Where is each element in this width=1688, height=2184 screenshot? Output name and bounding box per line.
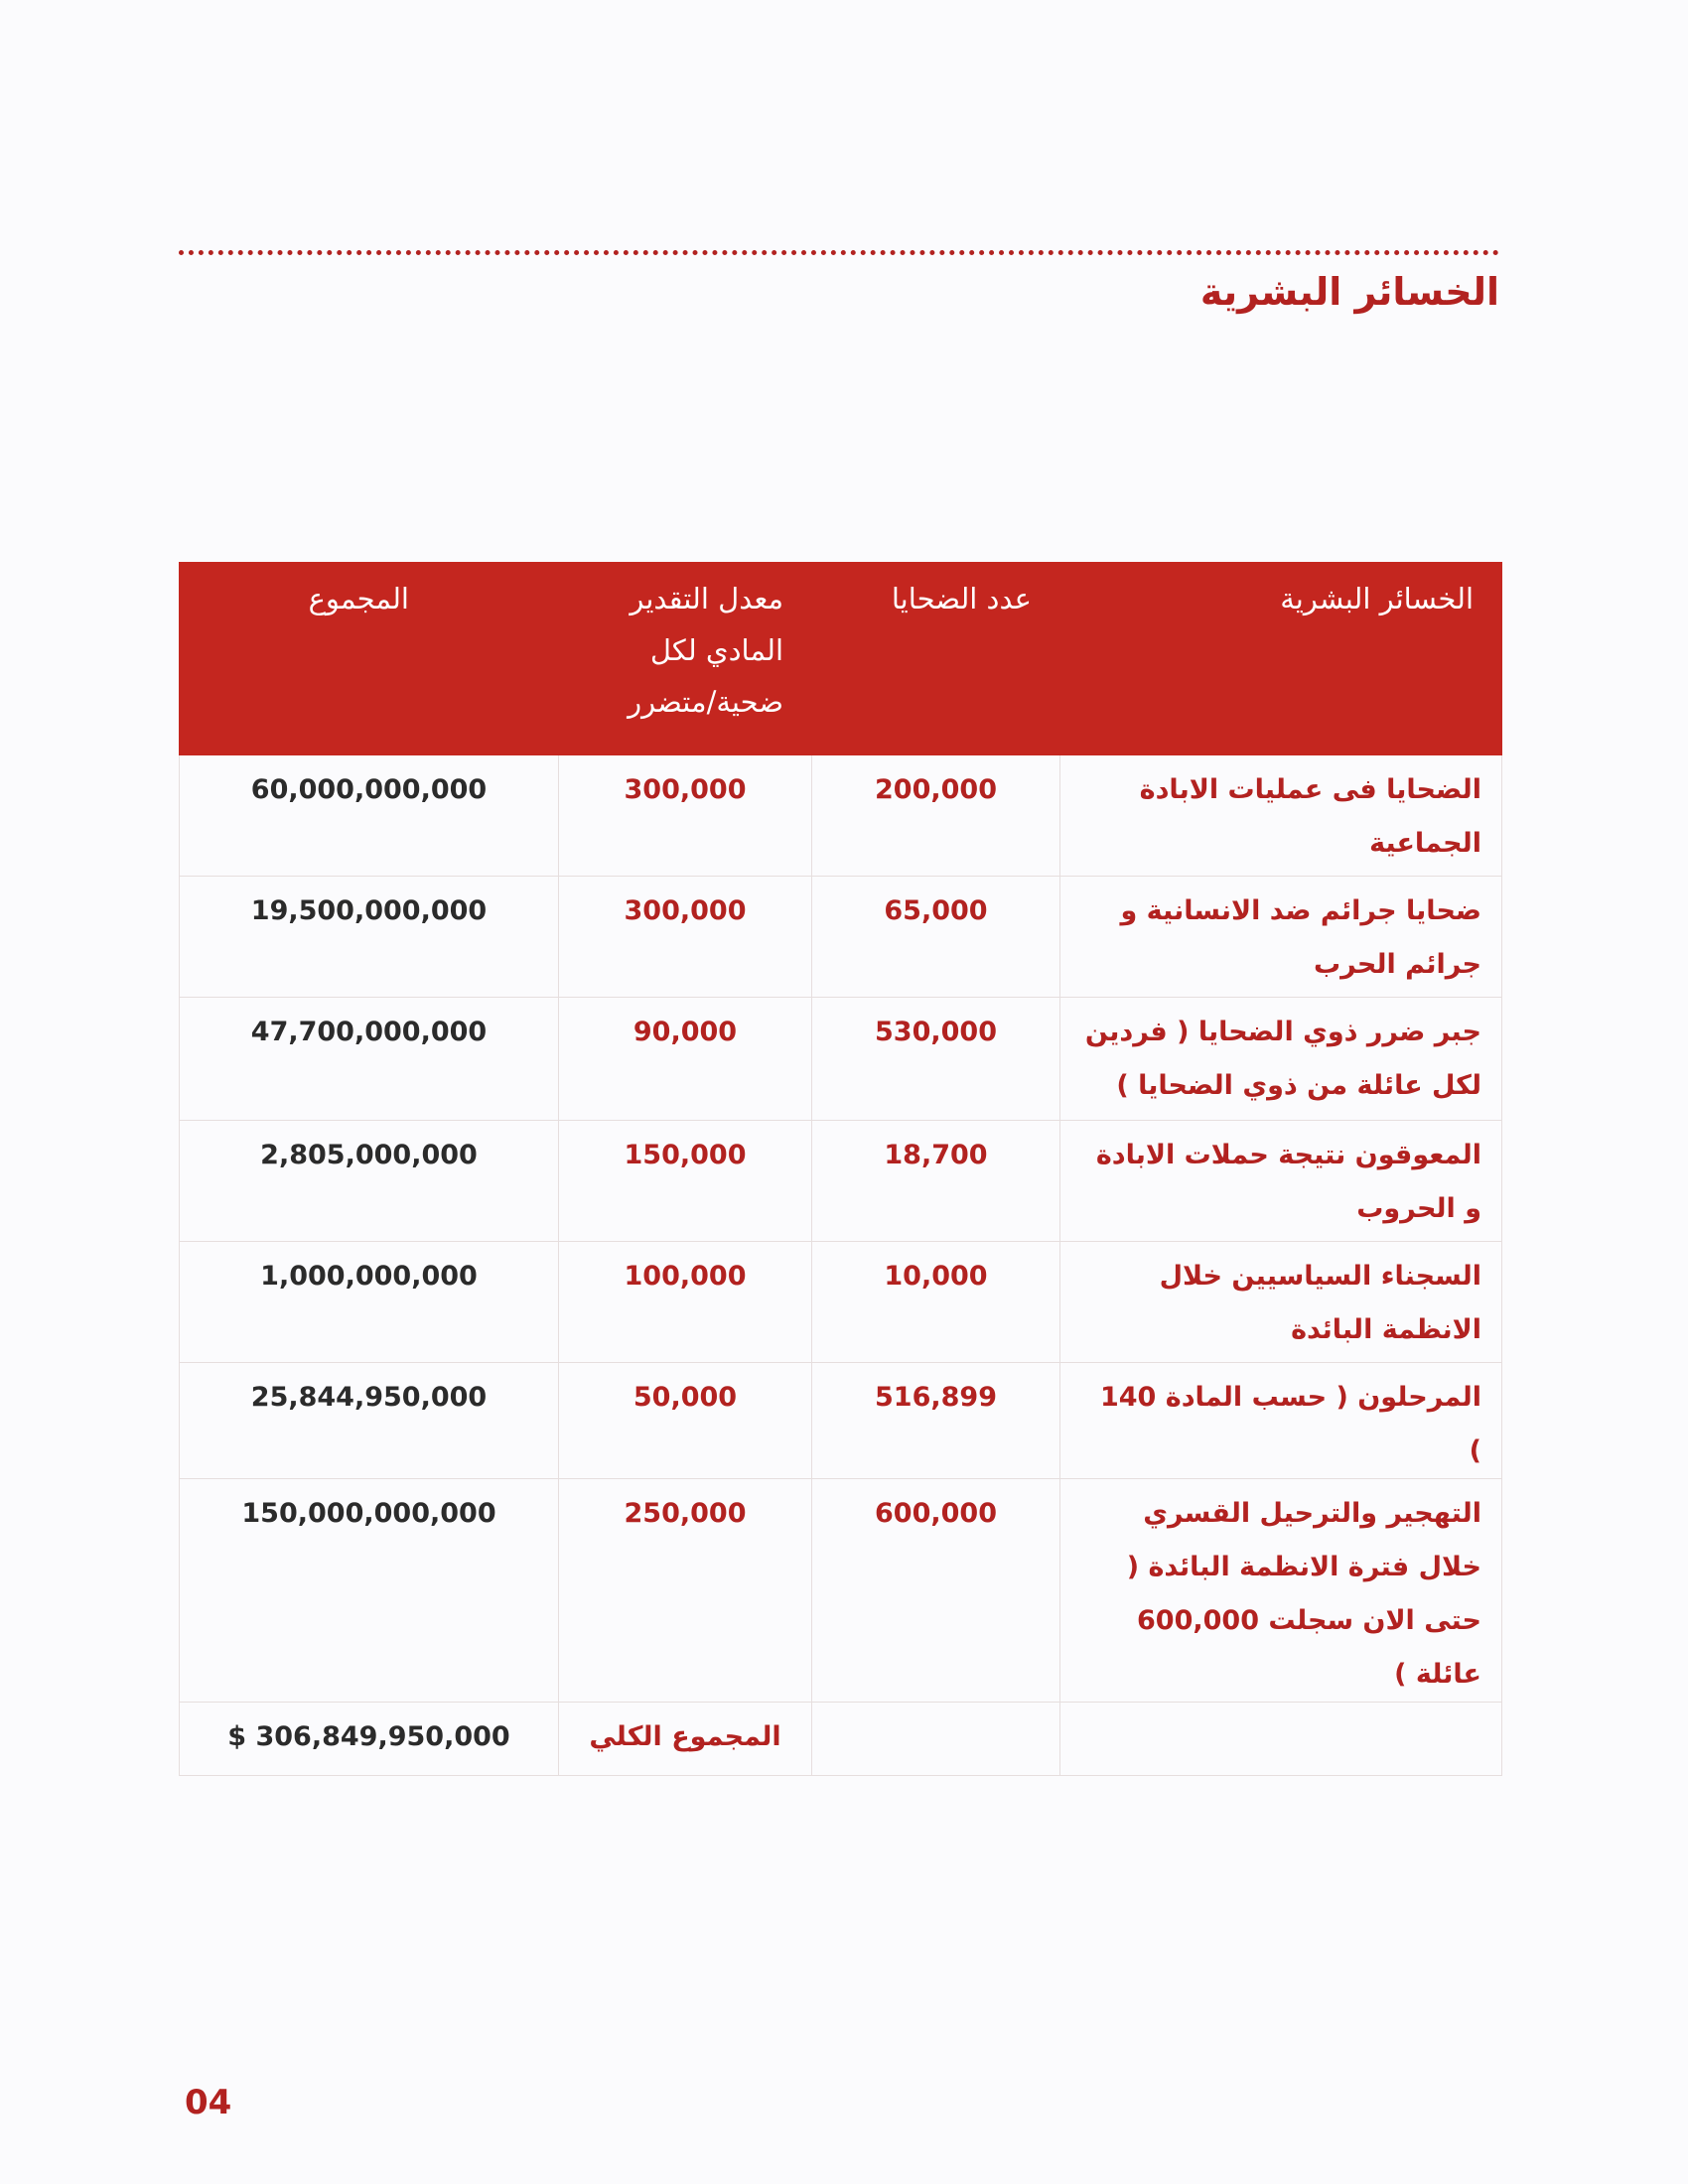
header-category: الخسائر البشرية	[1060, 563, 1502, 755]
table-row	[180, 755, 1502, 877]
human-losses-table	[179, 562, 1502, 1776]
row-total: 60,000,000,000	[180, 755, 559, 877]
row-total: 1,000,000,000	[180, 1242, 559, 1363]
table-row	[180, 877, 1502, 998]
row-victims: 18,700	[812, 1121, 1060, 1242]
row-category: المرحلون ( حسب المادة 140 )	[1060, 1363, 1502, 1479]
grand-total-label: المجموع الكلي	[559, 1703, 812, 1776]
row-total: 25,844,950,000	[180, 1363, 559, 1479]
row-total: 47,700,000,000	[180, 998, 559, 1121]
row-category: التهجير والترحيل القسري خلال فترة الانظمة البائدة ( حتى الان سجلت 600,000 عائلة )	[1060, 1479, 1502, 1703]
row-total: 19,500,000,000	[180, 877, 559, 998]
page-number: 04	[185, 2083, 232, 2122]
row-victims: 65,000	[812, 877, 1060, 998]
dotted-divider	[179, 250, 1499, 255]
table-row	[180, 1121, 1502, 1242]
row-total: 2,805,000,000	[180, 1121, 559, 1242]
row-rate: 100,000	[559, 1242, 812, 1363]
row-rate: 250,000	[559, 1479, 812, 1703]
grand-total-row	[180, 1703, 1502, 1776]
row-total: 150,000,000,000	[180, 1479, 559, 1703]
row-category: السجناء السياسيين خلال الانظمة البائدة	[1060, 1242, 1502, 1363]
row-victims: 600,000	[812, 1479, 1060, 1703]
row-category: المعوقون نتيجة حملات الابادة و الحروب	[1060, 1121, 1502, 1242]
row-category: ضحايا جرائم ضد الانسانية و جرائم الحرب	[1060, 877, 1502, 998]
row-victims: 200,000	[812, 755, 1060, 877]
header-rate: معدل التقدير المادي لكل ضحية/متضرر	[559, 563, 812, 755]
table-row	[180, 1242, 1502, 1363]
row-rate: 300,000	[559, 755, 812, 877]
table-header-row	[180, 563, 1502, 755]
row-victims: 10,000	[812, 1242, 1060, 1363]
row-rate: 50,000	[559, 1363, 812, 1479]
row-category: الضحايا فى عمليات الابادة الجماعية	[1060, 755, 1502, 877]
grand-total-empty-cell	[1060, 1703, 1502, 1776]
table-row	[180, 1479, 1502, 1703]
row-rate: 300,000	[559, 877, 812, 998]
row-category: جبر ضرر ذوي الضحايا ( فردين لكل عائلة من ذوي الضحايا )	[1060, 998, 1502, 1121]
grand-total-empty-cell	[812, 1703, 1060, 1776]
row-victims: 516,899	[812, 1363, 1060, 1479]
grand-total-value: $ 306,849,950,000	[180, 1703, 559, 1776]
header-total: المجموع	[180, 563, 559, 755]
row-victims: 530,000	[812, 998, 1060, 1121]
row-rate: 90,000	[559, 998, 812, 1121]
header-victims: عدد الضحايا	[812, 563, 1060, 755]
table-row	[180, 1363, 1502, 1479]
table-row	[180, 998, 1502, 1121]
row-rate: 150,000	[559, 1121, 812, 1242]
section-title: الخسائر البشرية	[1199, 270, 1499, 314]
